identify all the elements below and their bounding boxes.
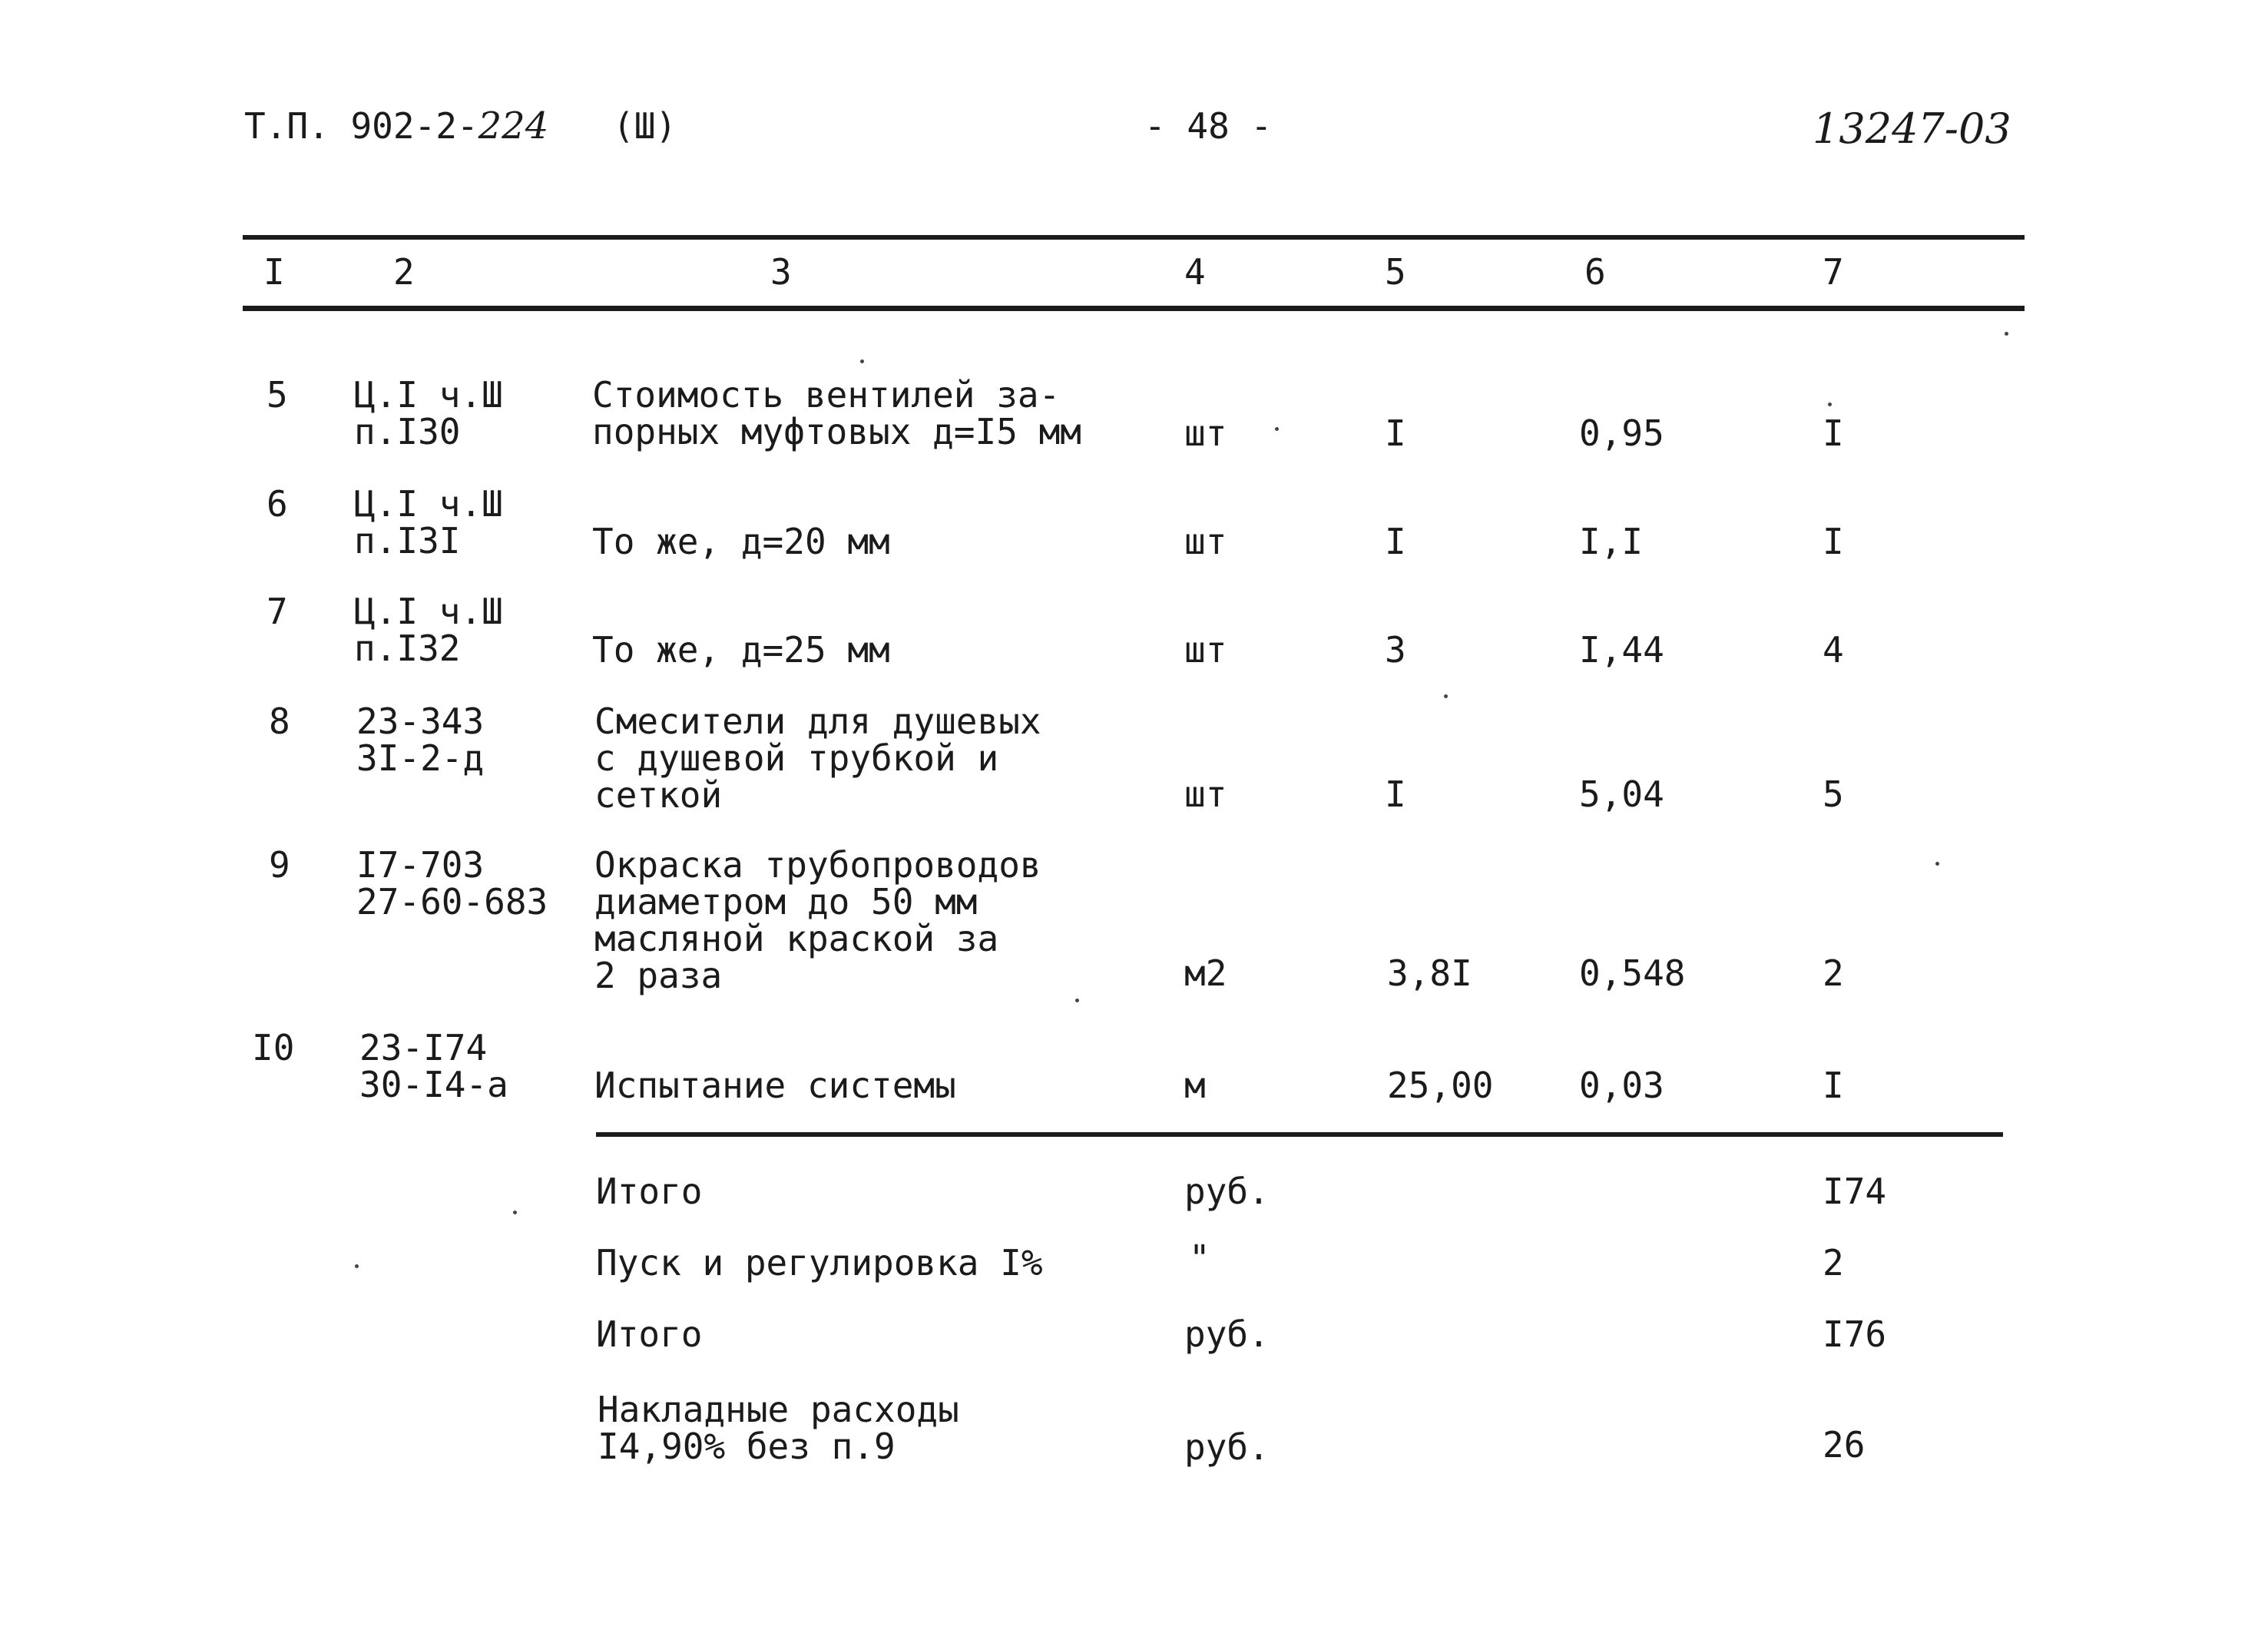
archive-number: 13247-03 — [1813, 104, 2011, 153]
row-8-rate: 5,04 — [1579, 773, 1664, 815]
row-9-desc: Окраска трубопроводов диаметром до 50 мм масляной краской за 2 раза — [594, 844, 1041, 996]
row-10-total: I — [1823, 1065, 1844, 1106]
doc-code-suffix: (Ш) — [613, 105, 677, 147]
row-6-rate: I,I — [1579, 521, 1644, 562]
row-9-num: 9 — [269, 844, 290, 886]
summary-2-label: Пуск и регулировка I% — [596, 1242, 1043, 1284]
summary-3-total: I76 — [1823, 1313, 1887, 1355]
row-10-desc: Испытание системы — [594, 1065, 956, 1106]
row-9-unit: м2 — [1184, 952, 1227, 994]
summary-2-unit: " — [1189, 1237, 1210, 1279]
row-7-unit: шт — [1184, 629, 1227, 671]
row-7-qty: 3 — [1385, 629, 1406, 671]
scan-speck — [1444, 694, 1448, 698]
row-5-num: 5 — [267, 374, 288, 416]
row-6-qty: I — [1385, 521, 1406, 562]
scan-speck — [513, 1211, 517, 1214]
scan-speck — [1075, 999, 1079, 1002]
summary-2-total: 2 — [1823, 1242, 1844, 1284]
doc-code — [244, 104, 549, 147]
scan-speck — [1828, 402, 1832, 406]
row-7-num: 7 — [267, 591, 288, 632]
column-header-2: 2 — [393, 251, 415, 293]
row-6-num: 6 — [267, 483, 288, 525]
column-header-1: I — [263, 251, 285, 293]
scan-speck — [860, 359, 864, 363]
row-5-unit: шт — [1184, 412, 1227, 454]
row-8-num: 8 — [269, 701, 290, 742]
row-5-desc: Стоимость вентилей за- порных муфтовых д=I5 мм — [592, 374, 1081, 452]
page-number: - 48 - — [1144, 105, 1273, 147]
summary-4-unit: руб. — [1184, 1426, 1270, 1468]
column-header-6: 6 — [1584, 251, 1606, 293]
doc-code-handwritten: 224 — [478, 104, 549, 147]
row-7-desc: То же, д=25 мм — [592, 629, 890, 671]
row-9-rate: 0,548 — [1579, 952, 1686, 994]
summary-1-unit: руб. — [1184, 1171, 1270, 1212]
row-7-rate: I,44 — [1579, 629, 1664, 671]
summary-rule — [596, 1132, 2003, 1137]
summary-3-label: Итого — [596, 1313, 703, 1355]
row-7-total: 4 — [1823, 629, 1844, 671]
row-9-total: 2 — [1823, 952, 1844, 994]
column-header-7: 7 — [1823, 251, 1844, 293]
scan-speck — [355, 1264, 359, 1268]
row-8-unit: шт — [1184, 773, 1227, 815]
row-5-ref: Ц.I ч.Ш п.I30 — [354, 374, 503, 452]
scan-speck — [1935, 862, 1939, 866]
table-top-rule — [243, 235, 2025, 240]
scan-speck — [1275, 427, 1279, 431]
row-9-ref: I7-703 27-60-683 — [356, 844, 548, 922]
row-5-total: I — [1823, 412, 1844, 454]
row-9-qty: 3,8I — [1387, 952, 1472, 994]
row-6-total: I — [1823, 521, 1844, 562]
row-10-qty: 25,00 — [1387, 1065, 1494, 1106]
row-7-ref: Ц.I ч.Ш п.I32 — [354, 591, 503, 669]
column-header-5: 5 — [1385, 251, 1406, 293]
row-5-rate: 0,95 — [1579, 412, 1664, 454]
column-header-3: 3 — [770, 251, 792, 293]
summary-4-total: 26 — [1823, 1424, 1866, 1466]
scan-speck — [2005, 332, 2008, 336]
row-10-rate: 0,03 — [1579, 1065, 1664, 1106]
row-6-unit: шт — [1184, 521, 1227, 562]
row-10-unit: м — [1184, 1065, 1206, 1106]
doc-code-prefix: Т.П. 902-2- — [244, 105, 478, 147]
summary-3-unit: руб. — [1184, 1313, 1270, 1355]
summary-4-label: Накладные расходы I4,90% без п.9 — [598, 1389, 959, 1467]
row-10-ref: 23-I74 30-I4-а — [359, 1027, 508, 1105]
table-header-rule — [243, 306, 2025, 311]
row-6-desc: То же, д=20 мм — [592, 521, 890, 562]
row-8-total: 5 — [1823, 773, 1844, 815]
summary-1-total: I74 — [1823, 1171, 1887, 1212]
row-8-ref: 23-343 3I-2-д — [356, 701, 485, 779]
row-6-ref: Ц.I ч.Ш п.I3I — [354, 483, 503, 561]
row-5-qty: I — [1385, 412, 1406, 454]
row-10-num: I0 — [252, 1027, 295, 1068]
row-8-desc: Смесители для душевых с душевой трубкой и сеткой — [594, 701, 1041, 816]
row-8-qty: I — [1385, 773, 1406, 815]
column-header-4: 4 — [1184, 251, 1206, 293]
summary-1-label: Итого — [596, 1171, 703, 1212]
